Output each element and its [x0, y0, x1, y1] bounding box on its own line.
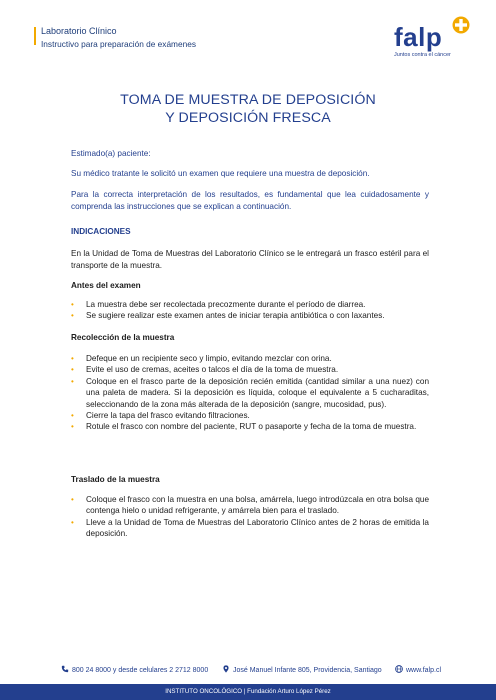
footer-bar: INSTITUTO ONCOLÓGICO | Fundación Arturo López Pérez: [0, 684, 496, 700]
transport-list: [71, 494, 429, 540]
intro-paragraph-2: Para la correcta interpretación de los resultados, es fundamental que lea cuidadosamente y comprenda las instrucciones que se explican a continuación.: [71, 190, 429, 211]
indications-heading: INDICACIONES: [71, 227, 131, 236]
list-item: • Coloque el frasco con la muestra en una bolsa, amárrela, luego introdúzcala en otra bolsa que contenga hielo o unidad refrigerante, y amárrela bien para el traslado.: [71, 494, 429, 517]
footer-address-text: José Manuel Infante 805, Providencia, Santiago: [233, 667, 382, 674]
globe-icon: [395, 665, 403, 673]
collection-list: [71, 353, 429, 433]
list-item: • La muestra debe ser recolectada precozmente durante el período de diarrea.: [71, 299, 429, 310]
document-title-line2: Y DEPOSICIÓN FRESCA: [165, 110, 331, 126]
list-item: • Rotule el frasco con nombre del paciente, RUT o pasaporte y fecha de la toma de muestra.: [71, 421, 429, 432]
list-item: • Cierre la tapa del frasco evitando filtraciones.: [71, 410, 429, 421]
list-item: • Coloque en el frasco parte de la deposición recién emitida (cantidad similar a una nuez) con una paleta de madera. Si la deposición es líquida, coloque el equivalente a 5 cucharaditas, seleccionando de la zona más alterada de la deposición (sangre, mucosidad, pus).: [71, 376, 429, 410]
footer-web[interactable]: [395, 665, 441, 674]
before-exam-heading: Antes del examen: [71, 281, 141, 290]
map-pin-icon: [222, 665, 230, 673]
intro-paragraph-1: Su médico tratante le solicitó un examen que requiere una muestra de deposición.: [71, 169, 370, 178]
logo-cross-icon: [452, 16, 470, 34]
footer-web-link[interactable]: www.falp.cl: [406, 667, 442, 674]
header-accent-bar: [34, 27, 36, 45]
footer-phone: [61, 665, 208, 674]
footer-phone-text: 800 24 8000 y desde celulares 2 2712 8000: [72, 667, 209, 674]
header-title: Laboratorio Clínico: [41, 26, 117, 36]
footer-contact-row: [0, 665, 496, 679]
greeting: Estimado(a) paciente:: [71, 149, 151, 158]
list-item: • Defeque en un recipiente seco y limpio, evitando mezclar con orina.: [71, 353, 429, 364]
list-item: • Evite el uso de cremas, aceites o talcos el día de la toma de muestra.: [71, 364, 429, 375]
falp-logo: [394, 16, 474, 62]
indications-paragraph: En la Unidad de Toma de Muestras del Laboratorio Clínico se le entregará un frasco estéril para el transporte de la muestra.: [71, 249, 429, 270]
logo-tagline: Juntos contra el cáncer: [394, 52, 451, 58]
header-subtitle: Instructivo para preparación de exámenes: [41, 39, 196, 49]
phone-icon: [61, 665, 69, 673]
logo-wordmark: falp: [394, 22, 443, 52]
page-header: [0, 0, 496, 60]
before-exam-list: [71, 299, 429, 322]
footer-address: [222, 665, 382, 674]
transport-heading: Traslado de la muestra: [71, 475, 160, 484]
document-title-line1: TOMA DE MUESTRA DE DEPOSICIÓN: [120, 92, 376, 108]
list-item: • Lleve a la Unidad de Toma de Muestras del Laboratorio Clínico antes de 2 horas de emitida la deposición.: [71, 517, 429, 540]
list-item: • Se sugiere realizar este examen antes de iniciar terapia antibiótica o con laxantes.: [71, 310, 429, 321]
collection-heading: Recolección de la muestra: [71, 333, 175, 342]
